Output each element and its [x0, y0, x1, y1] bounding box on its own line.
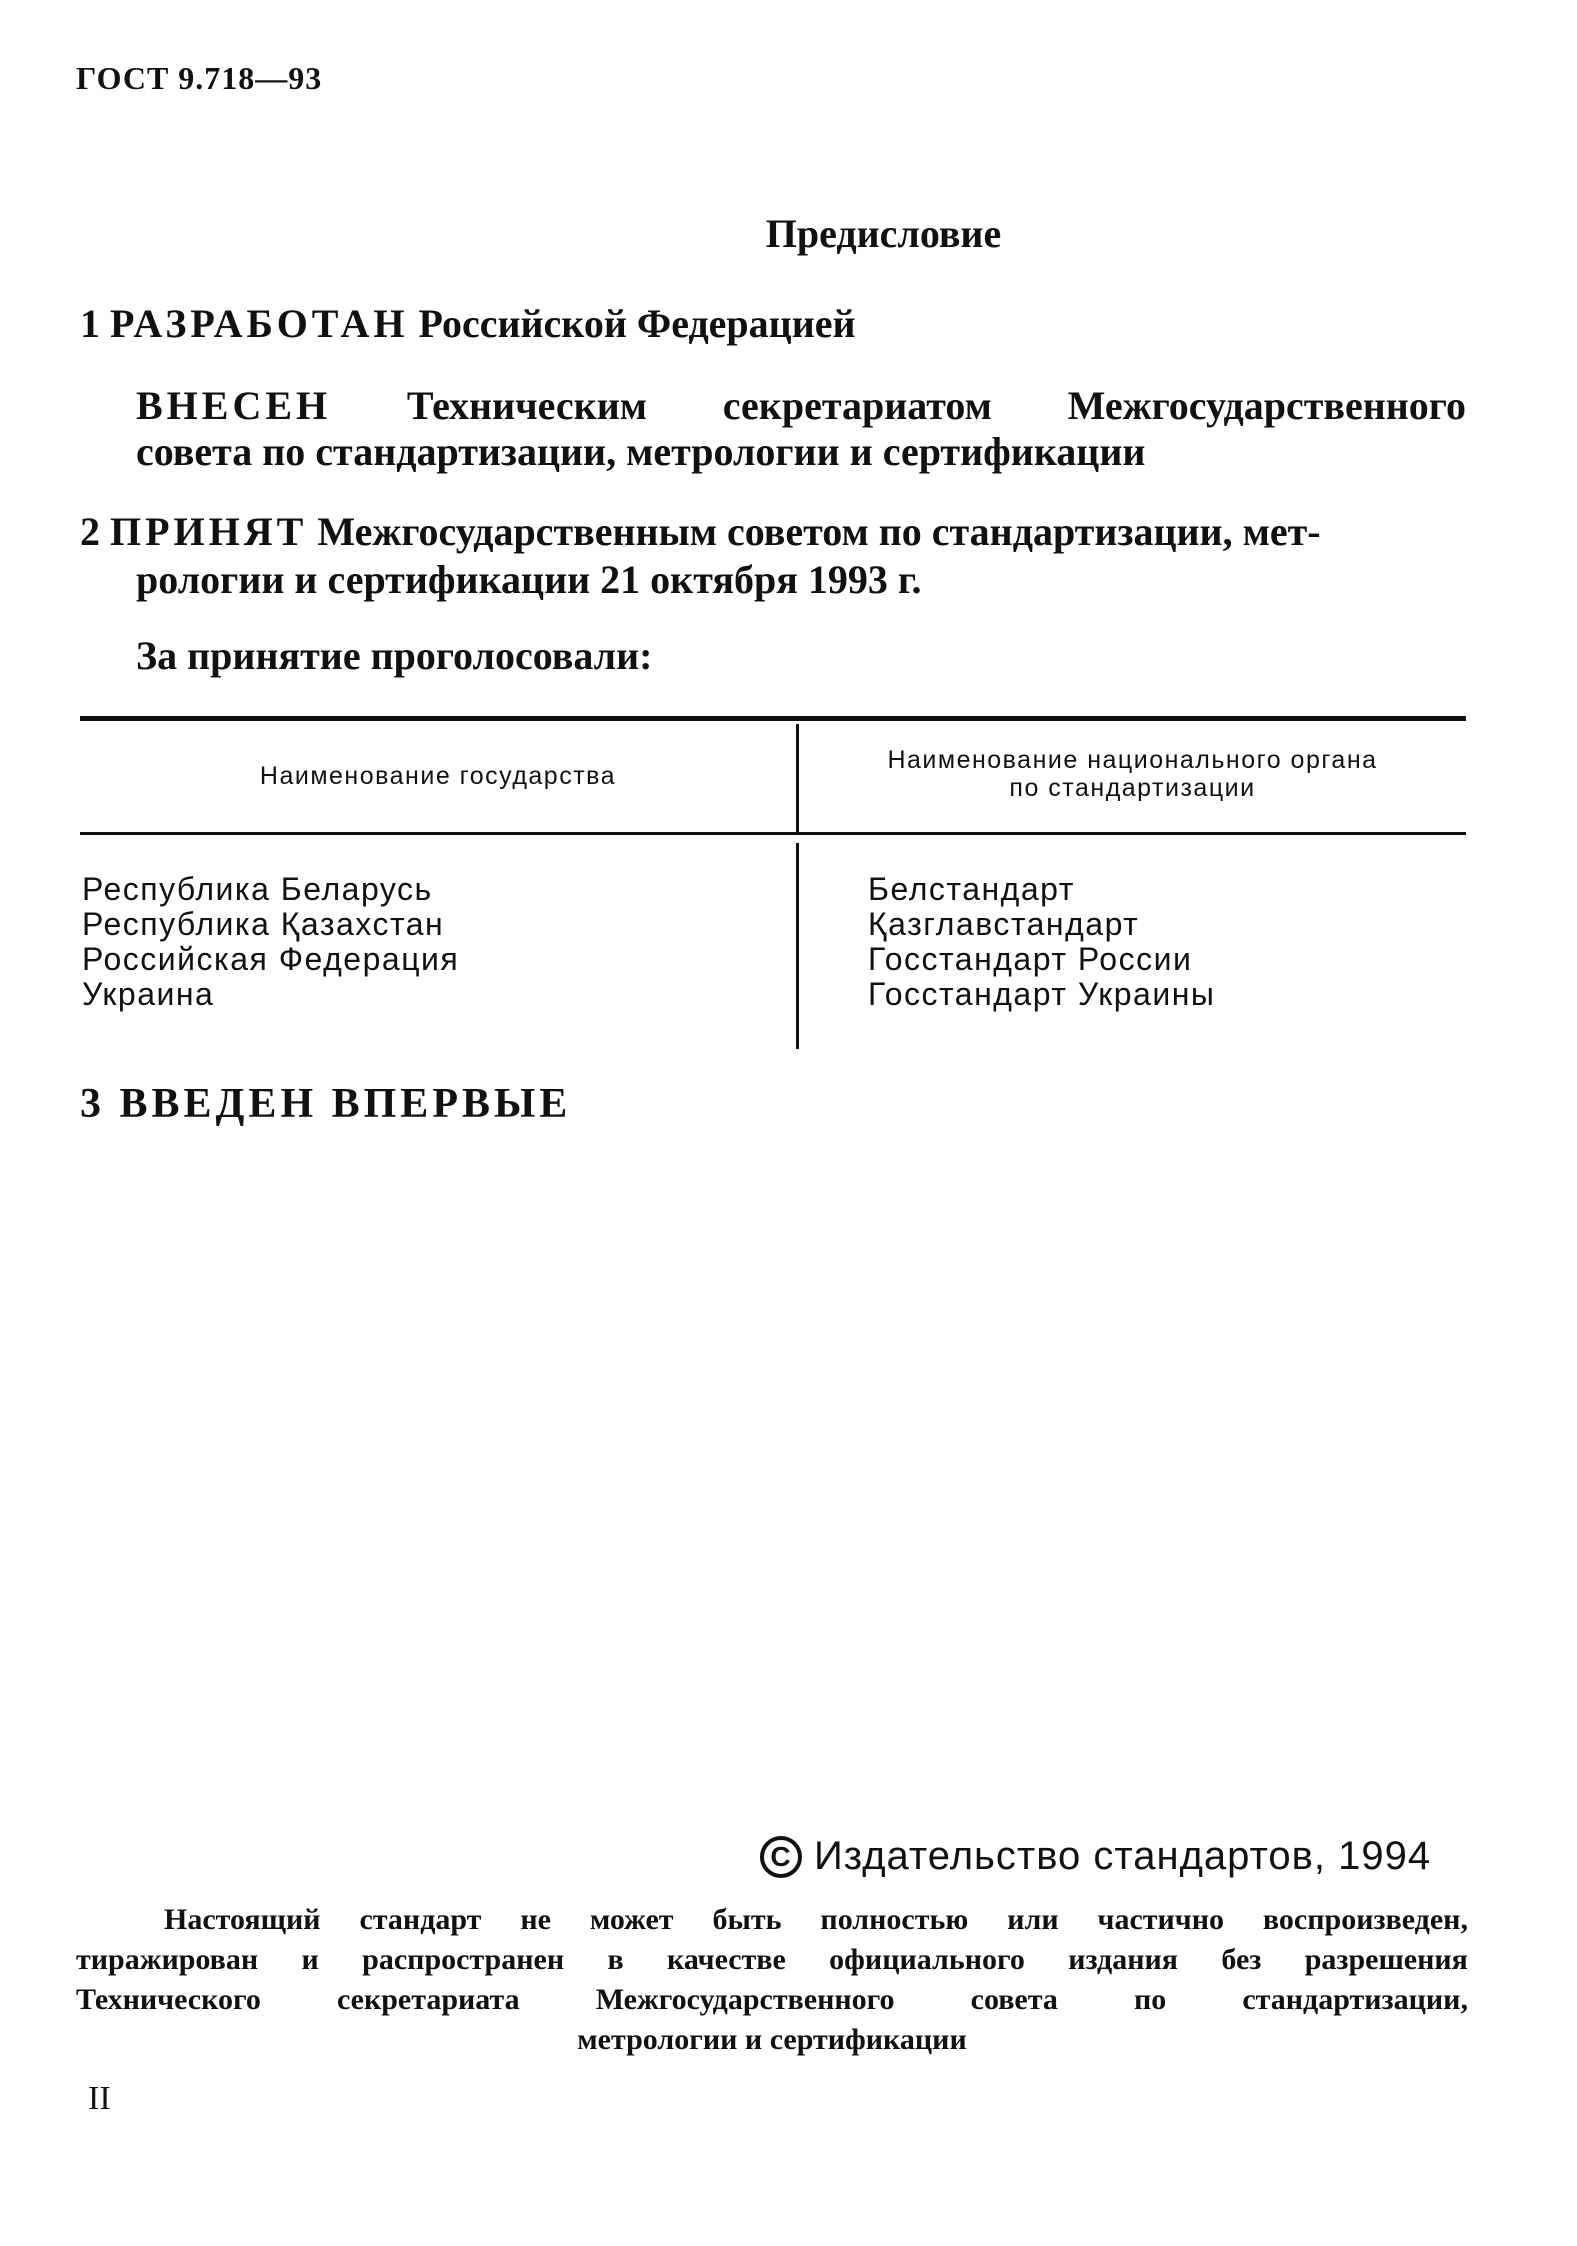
table-header-state: Наименование государства — [259, 762, 617, 790]
notice-word: официального — [829, 1943, 1025, 1976]
notice-line-4: метрологии и сертификации — [577, 2023, 967, 2056]
section-3 — [80, 1080, 571, 1128]
section-2-line-2: рологии и сертификации 21 октября 1993 г. — [136, 557, 922, 602]
notice-word: в — [607, 1943, 624, 1976]
table-cell-state: Республика Беларусь — [82, 871, 433, 907]
table-cell-body: Қазглавстандарт — [868, 906, 1140, 942]
notice-word: и — [301, 1943, 319, 1976]
notice-word: может — [589, 1903, 674, 1936]
section-2-number: 2 — [80, 509, 100, 554]
table-cell-state: Украина — [82, 976, 215, 1012]
notice-word: быть — [712, 1903, 782, 1936]
table-cell-body: Госстандарт России — [868, 941, 1193, 977]
notice-line-1 — [76, 1900, 1468, 1940]
table-header-body — [799, 746, 1466, 802]
notice-word: тиражирован — [76, 1943, 259, 1976]
submitted-word: секретариатом — [722, 383, 992, 428]
section-1-submitted — [136, 382, 1466, 429]
page-title: Предисловие — [765, 211, 1002, 256]
notice-line-2 — [76, 1940, 1468, 1980]
notice-word: или — [1007, 1903, 1059, 1936]
notice-word: без — [1221, 1943, 1262, 1976]
copyright-notice — [76, 1900, 1468, 2060]
table-cell-state: Российская Федерация — [82, 941, 460, 977]
section-1-number: 1 — [80, 301, 100, 346]
section-1-keyword: РАЗРАБОТАН — [110, 301, 409, 346]
section-2 — [80, 508, 1321, 555]
submitted-keyword: ВНЕСЕН — [136, 383, 332, 428]
notice-word: разрешения — [1304, 1943, 1468, 1976]
table-cell-body: Белстандарт — [868, 871, 1075, 907]
notice-word: совета — [970, 1983, 1058, 2016]
section-1 — [80, 300, 856, 347]
notice-word: издания — [1068, 1943, 1179, 1976]
table-header-body-line-2: по стандартизации — [1009, 774, 1256, 802]
section-3-text: ВВЕДЕН ВПЕРВЫЕ — [119, 1081, 572, 1127]
copyright-text: Издательство стандартов, 1994 — [814, 1834, 1432, 1878]
section-1-text: Российской Федерацией — [418, 301, 856, 346]
submitted-line-2: совета по стандартизации, метрологии и сертификации — [136, 429, 1146, 474]
notice-word: по — [1133, 1983, 1167, 2016]
notice-word: воспроизведен, — [1262, 1903, 1468, 1936]
section-2-keyword: ПРИНЯТ — [110, 509, 308, 554]
notice-word: Межгосударственного — [595, 1983, 895, 2016]
table-column-bodies — [868, 872, 1215, 1012]
page-number: II — [88, 2080, 111, 2117]
notice-word: качестве — [667, 1943, 786, 1976]
table-body-divider — [796, 843, 799, 1049]
section-2-line-1: Межгосударственным советом по стандартизации, мет- — [317, 509, 1321, 554]
copyright-line — [760, 1834, 1431, 1879]
notice-word: Настоящий — [164, 1903, 321, 1936]
notice-word: полностью — [820, 1903, 969, 1936]
submitted-word: Техническим — [406, 383, 648, 428]
notice-word: не — [520, 1903, 551, 1936]
copyright-icon: C — [760, 1836, 802, 1878]
notice-word: секретариата — [336, 1983, 520, 2016]
table-header-rule — [80, 832, 1466, 835]
notice-word: стандарт — [359, 1903, 482, 1936]
section-3-number: 3 — [80, 1081, 105, 1127]
notice-word: частично — [1097, 1903, 1224, 1936]
submitted-word: Межгосударственного — [1067, 383, 1466, 428]
table-top-rule — [80, 716, 1466, 721]
notice-line-3 — [76, 1980, 1468, 2020]
notice-word: Технического — [76, 1983, 261, 2016]
notice-word: распространен — [362, 1943, 565, 1976]
table-cell-body: Госстандарт Украины — [868, 976, 1216, 1012]
table-column-states — [82, 872, 459, 1012]
document-header: ГОСТ 9.718—93 — [76, 60, 323, 96]
table-header-body-line-1: Наименование национального органа — [887, 746, 1378, 774]
table-cell-state: Республика Қазахстан — [82, 906, 445, 942]
notice-word: стандартизации, — [1242, 1983, 1468, 2016]
voted-label: За принятие проголосовали: — [136, 633, 653, 678]
